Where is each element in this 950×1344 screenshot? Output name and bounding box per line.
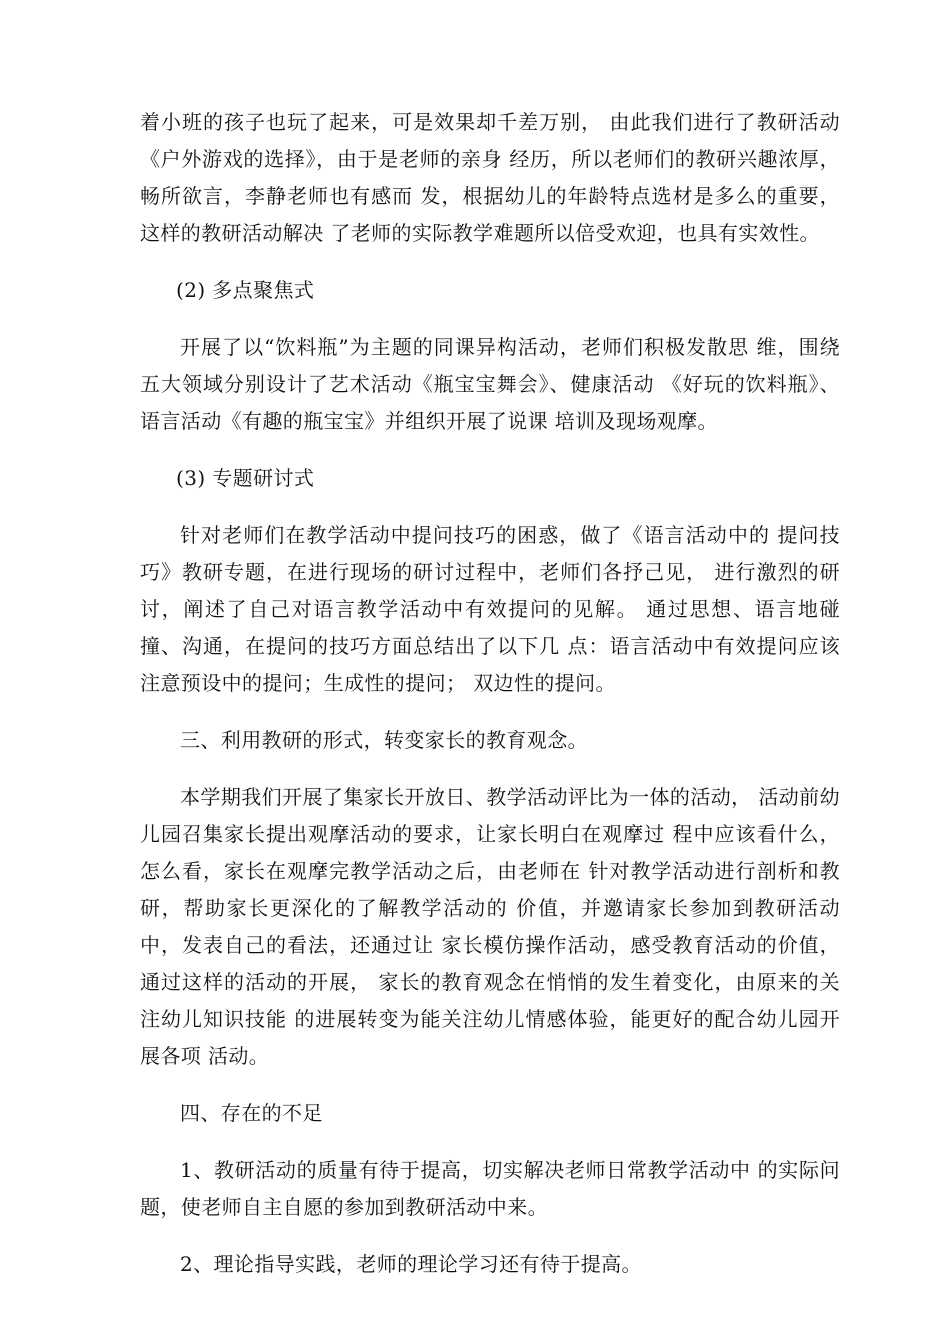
subheading-multi-focus: (2) 多点聚焦式 — [176, 278, 315, 302]
paragraph-questioning-skills: 针对老师们在教学活动中提问技巧的困惑，做了《语言活动中的 提问技巧》教研专题，在进行现场的研讨过程中，老师们各抒己见， 进行激烈的研讨，阐述了自己对语言教学活动中有效提问的见解。 通过思想、语言地碰撞、沟通，在提问的技巧方面总结出了以下几 点：语言活动中有效提问应该注意预设中的提问；生成性的提问； 双边性的提问。 — [140, 523, 840, 695]
subheading-topic-seminar: (3) 专题研讨式 — [176, 466, 315, 490]
paragraph-bottle-activity: 开展了以“饮料瓶”为主题的同课异构活动，老师们积极发散思 维，围绕五大领域分别设计了艺术活动《瓶宝宝舞会》、健康活动 《好玩的饮料瓶》、语言活动《有趣的瓶宝宝》并组织开展了说课 培训及现场观摩。 — [140, 335, 840, 433]
paragraph-continuation: 着小班的孩子也玩了起来，可是效果却千差万别， 由此我们进行了教研活动《户外游戏的选择》，由于是老师的亲身 经历，所以老师们的教研兴趣浓厚，畅所欲言，李静老师也有感而 发，根据幼儿的年龄特点选材是多么的重要，这样的教研活动解决 了老师的实际教学难题所以倍受欢迎，也具有实效性。 — [140, 110, 840, 245]
section-heading-shortcomings: 四、存在的不足 — [180, 1101, 323, 1125]
document-body — [140, 104, 840, 1303]
paragraph-parents-open-day: 本学期我们开展了集家长开放日、教学活动评比为一体的活动， 活动前幼儿园召集家长提出观摩活动的要求，让家长明白在观摩过 程中应该看什么，怎么看，家长在观摩完教学活动之后，由老师在 针对教学活动进行剖析和教研，帮助家长更深化的了解教学活动的 价值，并邀请家长参加到教研活动中，发表自己的看法，还通过让 家长模仿操作活动，感受教育活动的价值，通过这样的活动的开展， 家长的教育观念在悄悄的发生着变化，由原来的关注幼儿知识技能 的进展转变为能关注幼儿情感体验，能更好的配合幼儿园开展各项 活动。 — [140, 785, 840, 1068]
paragraph-shortcoming-1: 1、教研活动的质量有待于提高，切实解决老师日常教学活动中 的实际问题，使老师自主自愿的参加到教研活动中来。 — [140, 1158, 840, 1219]
section-heading-parents: 三、利用教研的形式，转变家长的教育观念。 — [180, 728, 588, 752]
paragraph-shortcoming-2: 2、理论指导实践，老师的理论学习还有待于提高。 — [180, 1252, 642, 1276]
